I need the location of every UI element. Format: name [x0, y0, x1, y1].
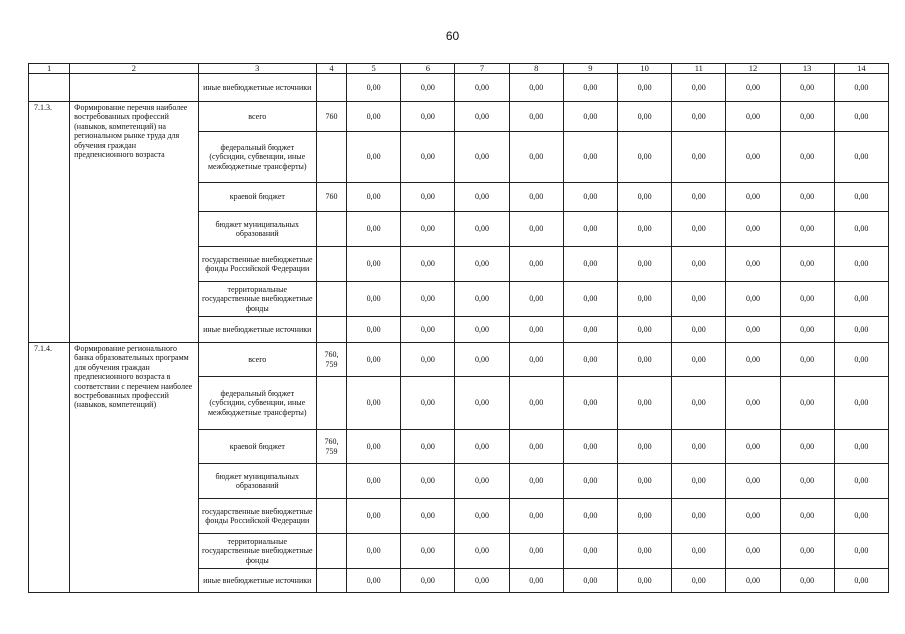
value-cell: 0,00 [347, 183, 401, 212]
value-cell: 0,00 [563, 247, 617, 282]
value-cell: 0,00 [834, 464, 888, 499]
value-cell: 0,00 [401, 282, 455, 317]
value-cell: 0,00 [563, 74, 617, 102]
value-cell: 0,00 [780, 430, 834, 464]
code-cell [316, 377, 346, 430]
header-cell-3: 3 [198, 64, 316, 74]
value-cell: 0,00 [780, 534, 834, 569]
table-row [29, 343, 889, 377]
value-cell: 0,00 [509, 464, 563, 499]
budget-table [28, 63, 889, 593]
value-cell: 0,00 [509, 430, 563, 464]
value-cell: 0,00 [509, 247, 563, 282]
value-cell: 0,00 [726, 212, 780, 247]
value-cell: 0,00 [509, 282, 563, 317]
value-cell: 0,00 [834, 183, 888, 212]
value-cell: 0,00 [347, 377, 401, 430]
value-cell: 0,00 [509, 534, 563, 569]
header-cell-1: 1 [29, 64, 70, 74]
value-cell: 0,00 [780, 282, 834, 317]
value-cell: 0,00 [509, 499, 563, 534]
value-cell: 0,00 [672, 499, 726, 534]
value-cell: 0,00 [834, 430, 888, 464]
value-cell: 0,00 [455, 212, 509, 247]
value-cell: 0,00 [834, 74, 888, 102]
value-cell: 0,00 [401, 377, 455, 430]
item-description-cell: Формирование регионального банка образовательных программ для обучения граждан предпенсионного возраста в соответствии с перечнем наиболее востребованных профессий (навыков, компетенций) [70, 343, 198, 593]
value-cell: 0,00 [618, 534, 672, 569]
value-cell: 0,00 [455, 430, 509, 464]
value-cell: 0,00 [618, 343, 672, 377]
value-cell: 0,00 [455, 132, 509, 183]
header-cell-14: 14 [834, 64, 888, 74]
value-cell: 0,00 [401, 317, 455, 343]
value-cell: 0,00 [347, 212, 401, 247]
value-cell: 0,00 [509, 74, 563, 102]
value-cell: 0,00 [618, 377, 672, 430]
value-cell: 0,00 [455, 377, 509, 430]
value-cell: 0,00 [347, 317, 401, 343]
value-cell: 0,00 [780, 247, 834, 282]
header-cell-10: 10 [618, 64, 672, 74]
value-cell: 0,00 [672, 74, 726, 102]
item-description-cell [70, 74, 198, 102]
value-cell: 0,00 [509, 212, 563, 247]
value-cell: 0,00 [834, 377, 888, 430]
value-cell: 0,00 [509, 377, 563, 430]
value-cell: 0,00 [509, 183, 563, 212]
funding-source-cell: иные внебюджетные источники [198, 317, 316, 343]
value-cell: 0,00 [618, 74, 672, 102]
value-cell: 0,00 [563, 534, 617, 569]
value-cell: 0,00 [780, 343, 834, 377]
value-cell: 0,00 [347, 102, 401, 132]
code-cell [316, 464, 346, 499]
value-cell: 0,00 [455, 102, 509, 132]
header-row [29, 64, 889, 74]
value-cell: 0,00 [672, 102, 726, 132]
value-cell: 0,00 [563, 377, 617, 430]
value-cell: 0,00 [401, 430, 455, 464]
header-cell-11: 11 [672, 64, 726, 74]
value-cell: 0,00 [455, 282, 509, 317]
value-cell: 0,00 [563, 499, 617, 534]
value-cell: 0,00 [455, 183, 509, 212]
value-cell: 0,00 [726, 499, 780, 534]
code-cell: 760, 759 [316, 343, 346, 377]
value-cell: 0,00 [672, 430, 726, 464]
funding-source-cell: бюджет муниципальных образований [198, 212, 316, 247]
value-cell: 0,00 [347, 132, 401, 183]
value-cell: 0,00 [401, 464, 455, 499]
value-cell: 0,00 [834, 569, 888, 593]
value-cell: 0,00 [834, 132, 888, 183]
value-cell: 0,00 [509, 343, 563, 377]
funding-source-cell: федеральный бюджет (субсидии, субвенции, иные межбюджетные трансферты) [198, 377, 316, 430]
value-cell: 0,00 [672, 534, 726, 569]
value-cell: 0,00 [780, 132, 834, 183]
value-cell: 0,00 [455, 464, 509, 499]
value-cell: 0,00 [726, 430, 780, 464]
header-cell-6: 6 [401, 64, 455, 74]
item-number-cell: 7.1.4. [29, 343, 70, 593]
value-cell: 0,00 [834, 212, 888, 247]
code-cell: 760 [316, 102, 346, 132]
value-cell: 0,00 [401, 534, 455, 569]
value-cell: 0,00 [834, 102, 888, 132]
code-cell [316, 317, 346, 343]
value-cell: 0,00 [672, 317, 726, 343]
item-number-cell: 7.1.3. [29, 102, 70, 343]
value-cell: 0,00 [455, 74, 509, 102]
value-cell: 0,00 [780, 464, 834, 499]
header-cell-8: 8 [509, 64, 563, 74]
header-cell-9: 9 [563, 64, 617, 74]
value-cell: 0,00 [455, 499, 509, 534]
code-cell [316, 569, 346, 593]
value-cell: 0,00 [563, 282, 617, 317]
value-cell: 0,00 [726, 102, 780, 132]
value-cell: 0,00 [618, 317, 672, 343]
value-cell: 0,00 [672, 132, 726, 183]
value-cell: 0,00 [347, 343, 401, 377]
value-cell: 0,00 [347, 569, 401, 593]
value-cell: 0,00 [726, 569, 780, 593]
value-cell: 0,00 [618, 132, 672, 183]
value-cell: 0,00 [509, 132, 563, 183]
value-cell: 0,00 [672, 343, 726, 377]
value-cell: 0,00 [509, 569, 563, 593]
item-description-cell: Формирование перечня наиболее востребованных профессий (навыков, компетенций) на региональном рынке труда для обучения граждан предпенсионного возраста [70, 102, 198, 343]
value-cell: 0,00 [618, 247, 672, 282]
value-cell: 0,00 [780, 74, 834, 102]
value-cell: 0,00 [672, 282, 726, 317]
value-cell: 0,00 [726, 183, 780, 212]
funding-source-cell: иные внебюджетные источники [198, 74, 316, 102]
value-cell: 0,00 [509, 317, 563, 343]
value-cell: 0,00 [726, 377, 780, 430]
value-cell: 0,00 [563, 102, 617, 132]
header-cell-5: 5 [347, 64, 401, 74]
value-cell: 0,00 [563, 464, 617, 499]
value-cell: 0,00 [834, 317, 888, 343]
table-body [29, 64, 889, 593]
value-cell: 0,00 [618, 183, 672, 212]
value-cell: 0,00 [780, 317, 834, 343]
header-cell-4: 4 [316, 64, 346, 74]
value-cell: 0,00 [834, 343, 888, 377]
value-cell: 0,00 [563, 212, 617, 247]
value-cell: 0,00 [726, 464, 780, 499]
value-cell: 0,00 [780, 183, 834, 212]
value-cell: 0,00 [672, 569, 726, 593]
value-cell: 0,00 [563, 430, 617, 464]
value-cell: 0,00 [401, 102, 455, 132]
header-cell-2: 2 [70, 64, 198, 74]
funding-source-cell: территориальные государственные внебюджетные фонды [198, 282, 316, 317]
value-cell: 0,00 [726, 317, 780, 343]
value-cell: 0,00 [672, 212, 726, 247]
value-cell: 0,00 [455, 247, 509, 282]
code-cell: 760, 759 [316, 430, 346, 464]
code-cell [316, 499, 346, 534]
code-cell [316, 282, 346, 317]
value-cell: 0,00 [726, 247, 780, 282]
value-cell: 0,00 [509, 102, 563, 132]
value-cell: 0,00 [726, 282, 780, 317]
funding-source-cell: федеральный бюджет (субсидии, субвенции, иные межбюджетные трансферты) [198, 132, 316, 183]
value-cell: 0,00 [834, 282, 888, 317]
value-cell: 0,00 [401, 343, 455, 377]
value-cell: 0,00 [780, 377, 834, 430]
value-cell: 0,00 [618, 282, 672, 317]
value-cell: 0,00 [347, 247, 401, 282]
item-number-cell [29, 74, 70, 102]
value-cell: 0,00 [563, 343, 617, 377]
value-cell: 0,00 [780, 212, 834, 247]
value-cell: 0,00 [834, 247, 888, 282]
value-cell: 0,00 [347, 464, 401, 499]
value-cell: 0,00 [834, 499, 888, 534]
value-cell: 0,00 [780, 499, 834, 534]
table-row [29, 74, 889, 102]
value-cell: 0,00 [618, 569, 672, 593]
value-cell: 0,00 [834, 534, 888, 569]
value-cell: 0,00 [618, 212, 672, 247]
funding-source-cell: территориальные государственные внебюджетные фонды [198, 534, 316, 569]
value-cell: 0,00 [726, 534, 780, 569]
value-cell: 0,00 [455, 534, 509, 569]
value-cell: 0,00 [347, 534, 401, 569]
value-cell: 0,00 [672, 377, 726, 430]
funding-source-cell: государственные внебюджетные фонды Российской Федерации [198, 499, 316, 534]
value-cell: 0,00 [618, 430, 672, 464]
value-cell: 0,00 [672, 247, 726, 282]
value-cell: 0,00 [401, 74, 455, 102]
value-cell: 0,00 [401, 183, 455, 212]
value-cell: 0,00 [726, 132, 780, 183]
value-cell: 0,00 [563, 317, 617, 343]
value-cell: 0,00 [563, 569, 617, 593]
value-cell: 0,00 [401, 247, 455, 282]
value-cell: 0,00 [401, 212, 455, 247]
value-cell: 0,00 [401, 499, 455, 534]
value-cell: 0,00 [618, 464, 672, 499]
value-cell: 0,00 [618, 102, 672, 132]
page-number: 60 [445, 29, 460, 43]
header-cell-13: 13 [780, 64, 834, 74]
value-cell: 0,00 [401, 132, 455, 183]
value-cell: 0,00 [455, 343, 509, 377]
value-cell: 0,00 [618, 499, 672, 534]
value-cell: 0,00 [672, 183, 726, 212]
value-cell: 0,00 [347, 74, 401, 102]
value-cell: 0,00 [780, 569, 834, 593]
value-cell: 0,00 [347, 430, 401, 464]
value-cell: 0,00 [672, 464, 726, 499]
value-cell: 0,00 [726, 343, 780, 377]
funding-source-cell: иные внебюджетные источники [198, 569, 316, 593]
table-row [29, 102, 889, 132]
value-cell: 0,00 [401, 569, 455, 593]
funding-source-cell: краевой бюджет [198, 430, 316, 464]
code-cell: 760 [316, 183, 346, 212]
code-cell [316, 247, 346, 282]
header-cell-7: 7 [455, 64, 509, 74]
header-cell-12: 12 [726, 64, 780, 74]
code-cell [316, 74, 346, 102]
funding-source-cell: краевой бюджет [198, 183, 316, 212]
value-cell: 0,00 [455, 569, 509, 593]
value-cell: 0,00 [347, 282, 401, 317]
funding-source-cell: государственные внебюджетные фонды Российской Федерации [198, 247, 316, 282]
code-cell [316, 212, 346, 247]
code-cell [316, 534, 346, 569]
value-cell: 0,00 [563, 132, 617, 183]
value-cell: 0,00 [455, 317, 509, 343]
value-cell: 0,00 [726, 74, 780, 102]
code-cell [316, 132, 346, 183]
funding-source-cell: бюджет муниципальных образований [198, 464, 316, 499]
value-cell: 0,00 [347, 499, 401, 534]
value-cell: 0,00 [563, 183, 617, 212]
funding-source-cell: всего [198, 102, 316, 132]
value-cell: 0,00 [780, 102, 834, 132]
funding-source-cell: всего [198, 343, 316, 377]
